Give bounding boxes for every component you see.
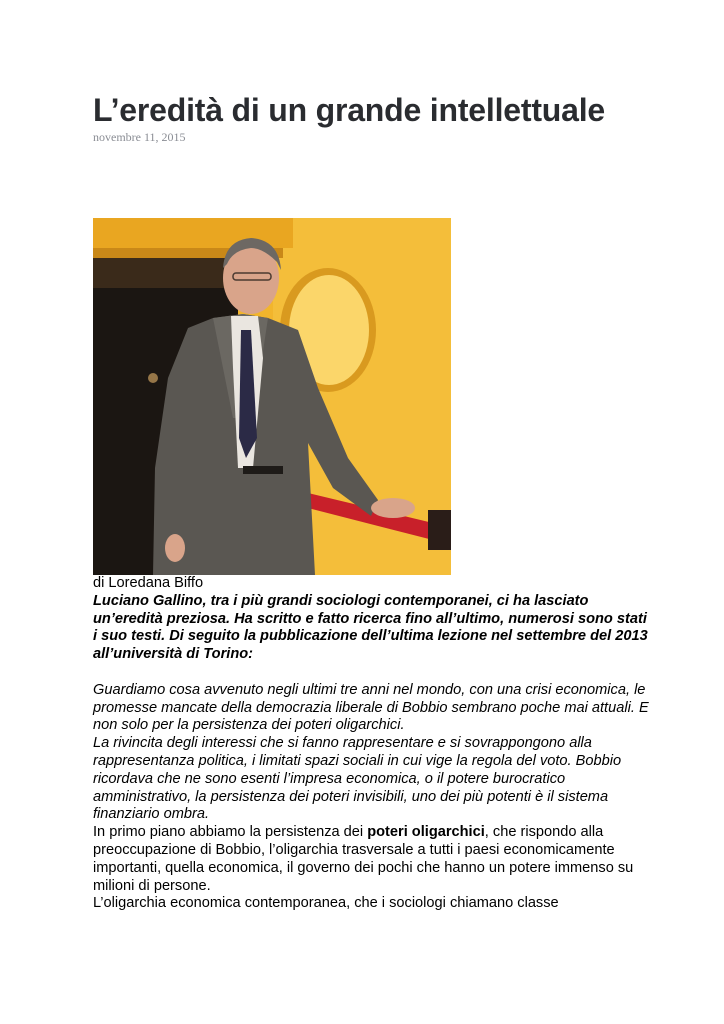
article-date: novembre 11, 2015 xyxy=(93,130,186,144)
article-title: L’eredità di un grande intellettuale xyxy=(93,92,606,128)
body-paragraph: L’oligarchia economica contemporanea, che i sociologi chiamano classe xyxy=(93,895,559,912)
article xyxy=(93,90,653,912)
body-text: In primo piano abbiamo la persistenza dei xyxy=(93,824,368,841)
author-line: di Loredana Biffo xyxy=(93,575,204,591)
quote-paragraph: La rivincita degli interessi che si fanno rappresentare e si sovrappongono alla rappresentanza politica, i limitati spazi sociali in cui vige la regola del voto. Bobbio ricordava che ne sono esenti l’impresa economica, o il potere burocratico amministrativo, la persistenza dei poteri invisibili, uno dei più potenti è il sistema finanziario ombra. xyxy=(93,735,622,823)
article-photo xyxy=(93,218,451,575)
article-lead: Luciano Gallino, tra i più grandi sociologi contemporanei, ci ha lasciato un’eredità preziosa. Ha scritto e fatto ricerca fino all’ultimo, numerosi sono stati i suo testi. Di seguito la pubblicazione dell’ultima lezione nel settembre del 2013 all’università di Torino: xyxy=(93,592,648,663)
quote-paragraph: Guardiamo cosa avvenuto negli ultimi tre anni nel mondo, con una crisi economica, le promesse mancate della democrazia liberale di Bobbio sembrano poche mai attuali. E non solo per la persistenza dei poteri oligarchici. xyxy=(93,681,649,734)
body-paragraph xyxy=(93,824,653,895)
body-text: , che rispondo alla preoccupazione di Bobbio, l’oligarchia trasversale a tutti i paesi economicamente importanti, quella economica, il governo dei pochi che hanno un potere immenso su milioni di persone. xyxy=(93,824,634,894)
paragraph-gap xyxy=(93,664,653,682)
article-body xyxy=(93,575,653,913)
body-emphasis: poteri oligarchici xyxy=(367,824,485,841)
